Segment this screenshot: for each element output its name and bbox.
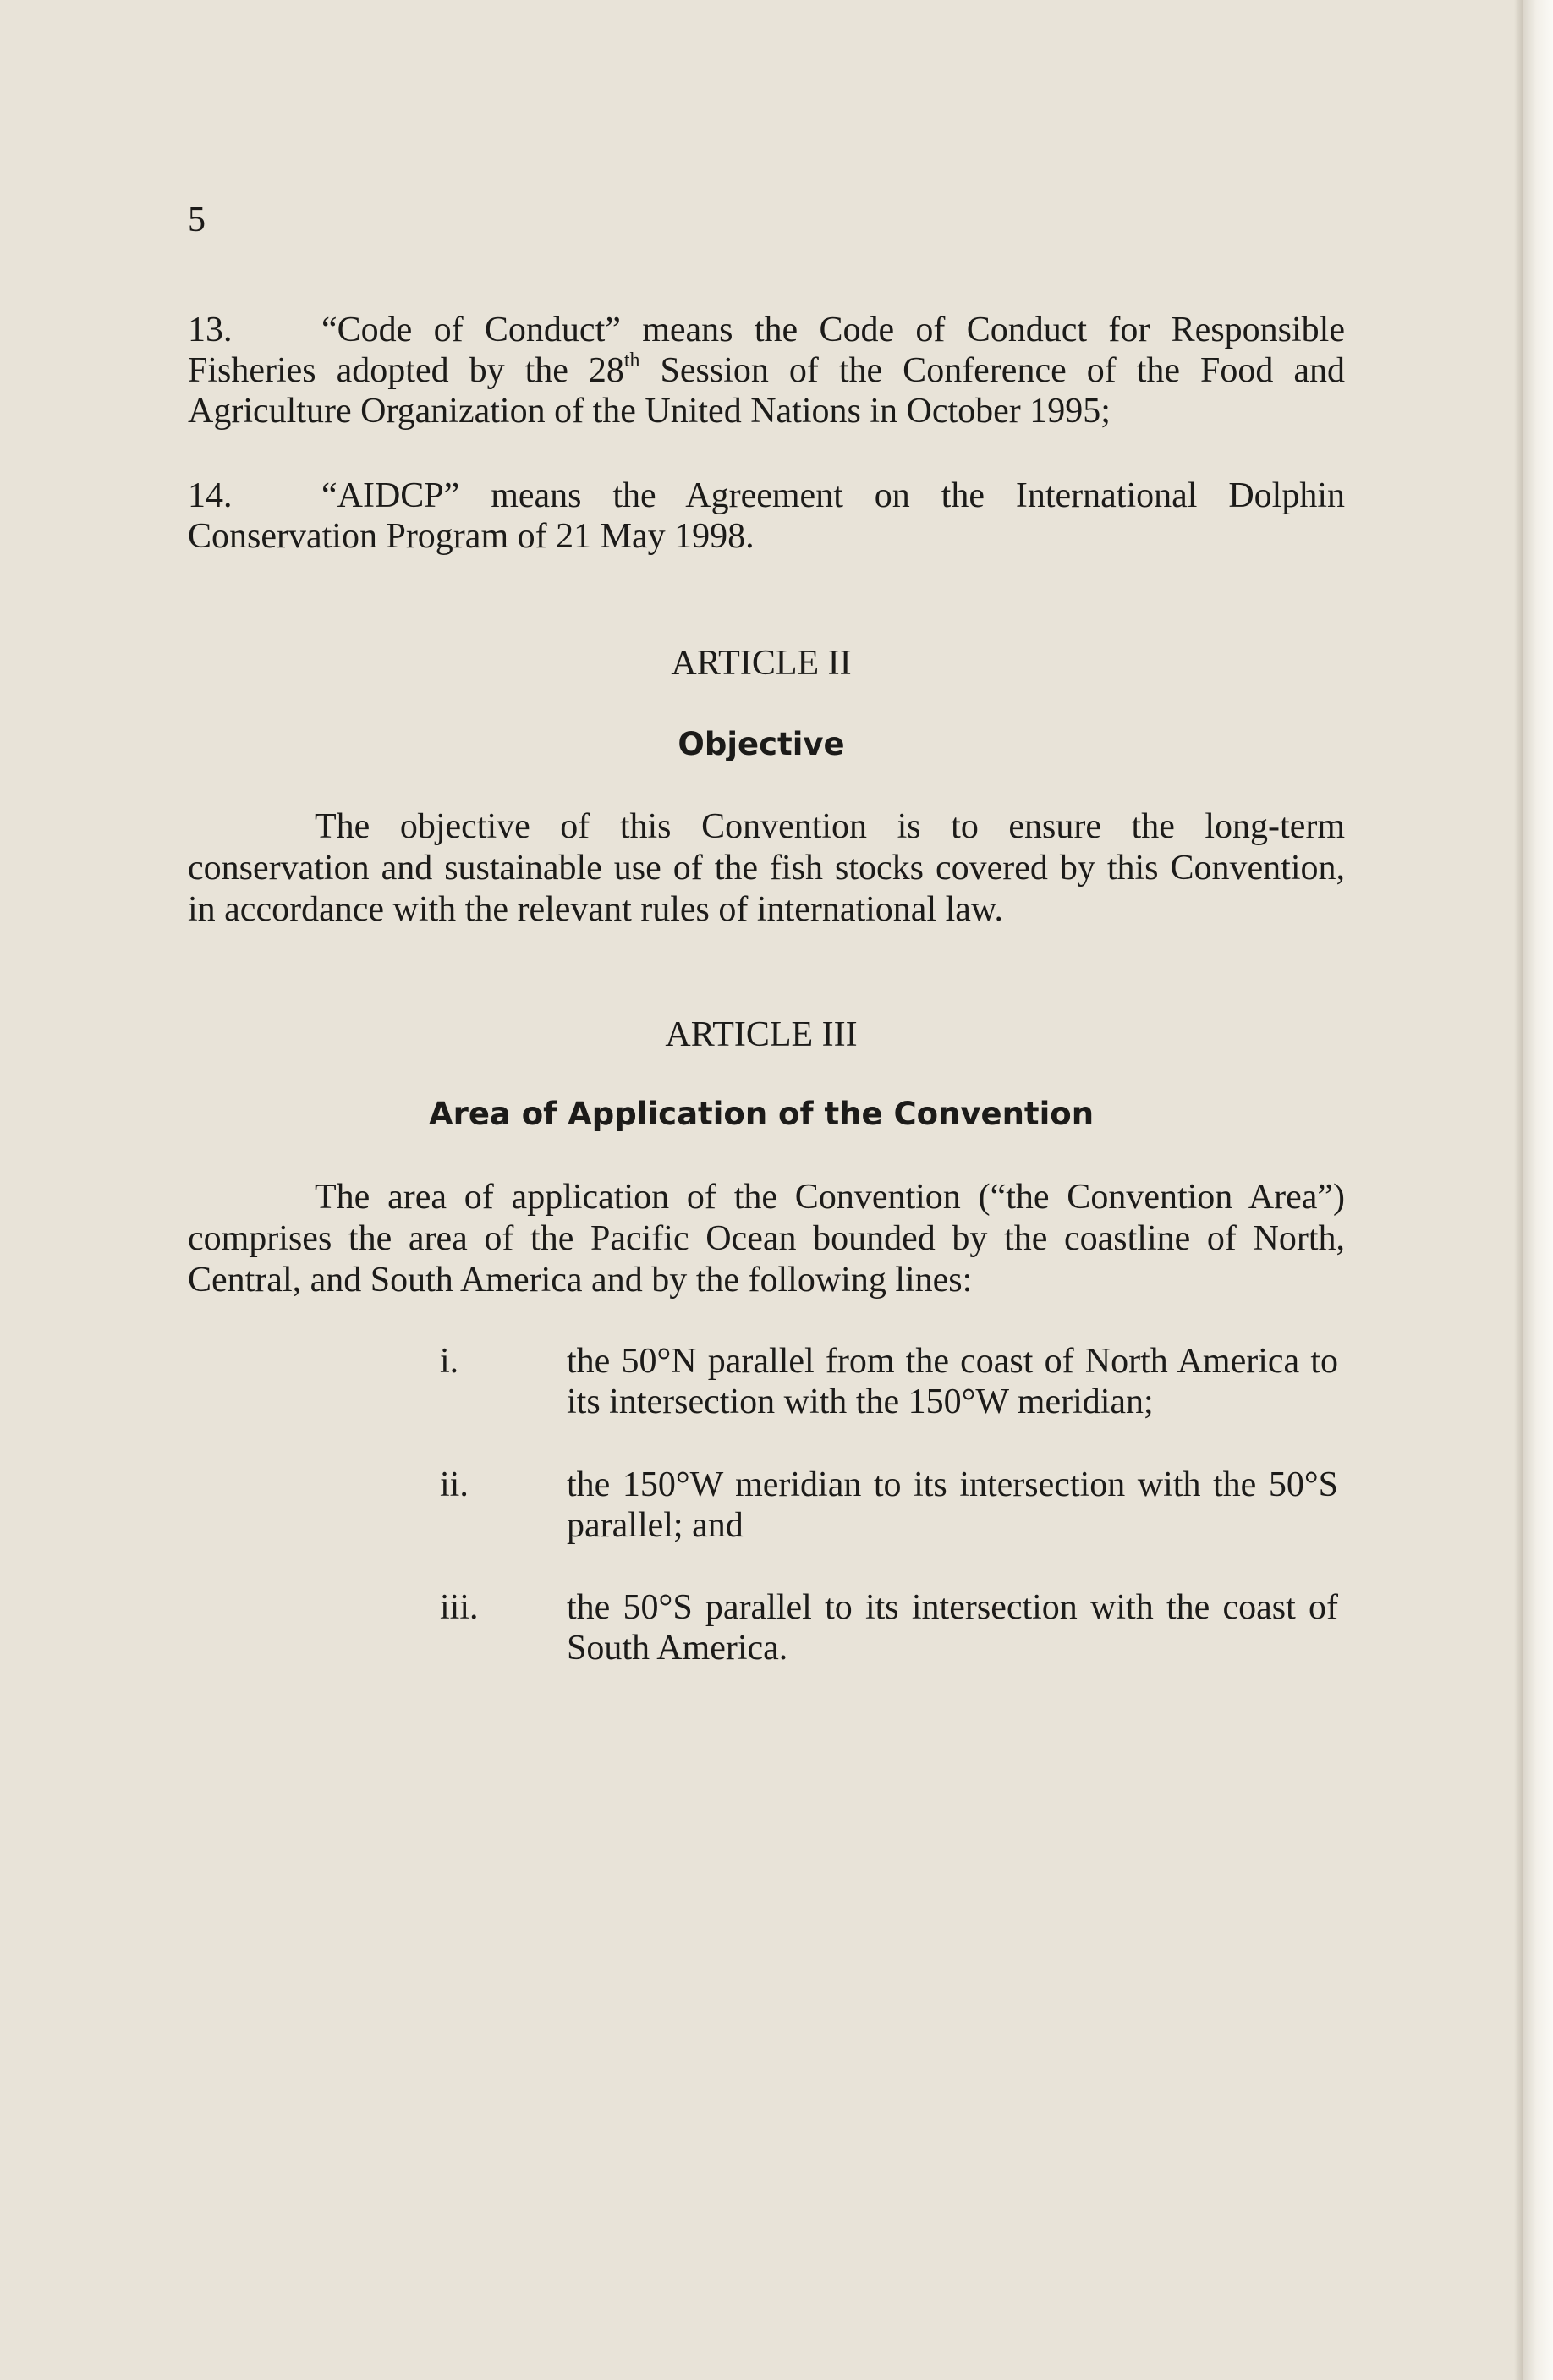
list-item-line-2: parallel; and [567,1506,744,1545]
definition-13-line-2-pre: Fisheries adopted by the 28 [188,351,624,390]
definition-13-number: 13. [188,311,233,349]
page-edge-shadow [1514,0,1523,2380]
list-item-line-1: the 150°W meridian to its intersection with the 50°S [567,1465,1338,1504]
article-3-title: Area of Application of the Convention [428,1096,1095,1132]
list-item-marker: i. [440,1342,459,1381]
article-3-heading: ARTICLE III [665,1015,858,1054]
definition-13-line-2 [188,350,1345,391]
definition-14-number: 14. [188,476,233,515]
article-2-line-2: conservation and sustainable use of the fish stocks covered by this Convention, [188,849,1345,888]
definition-13-line-1: “Code of Conduct” means the Code of Conduct for Responsible [321,311,1345,349]
article-3-line-2: comprises the area of the Pacific Ocean bounded by the coastline of North, [188,1219,1345,1258]
list-item-line-1: the 50°N parallel from the coast of North America to [567,1342,1338,1381]
definition-14-line-2: Conservation Program of 21 May 1998. [188,517,755,556]
article-2-line-1: The objective of this Convention is to ensure the long-term [315,807,1345,846]
definition-13-line-3: Agriculture Organization of the United Nations in October 1995; [188,392,1111,431]
definition-14-line-1: “AIDCP” means the Agreement on the International Dolphin [321,476,1345,515]
article-3-line-1: The area of application of the Convention (“the Convention Area”) [315,1178,1345,1217]
page-edge [1523,0,1553,2380]
page-number: 5 [188,201,206,239]
list-item-marker: ii. [440,1465,469,1504]
article-3-line-3: Central, and South America and by the following lines: [188,1261,973,1300]
article-2-line-3: in accordance with the relevant rules of international law. [188,890,1004,929]
list-item-line-2: its intersection with the 150°W meridian; [567,1382,1154,1421]
definition-13-line-2-post: Session of the Conference of the Food and [639,351,1345,390]
list-item-line-2: South America. [567,1629,788,1668]
list-item-line-1: the 50°S parallel to its intersection with the coast of [567,1588,1338,1627]
ordinal-suffix: th [623,349,640,371]
article-2-heading: ARTICLE II [671,644,852,683]
article-2-title: Objective [678,726,845,762]
list-item-marker: iii. [440,1588,479,1627]
